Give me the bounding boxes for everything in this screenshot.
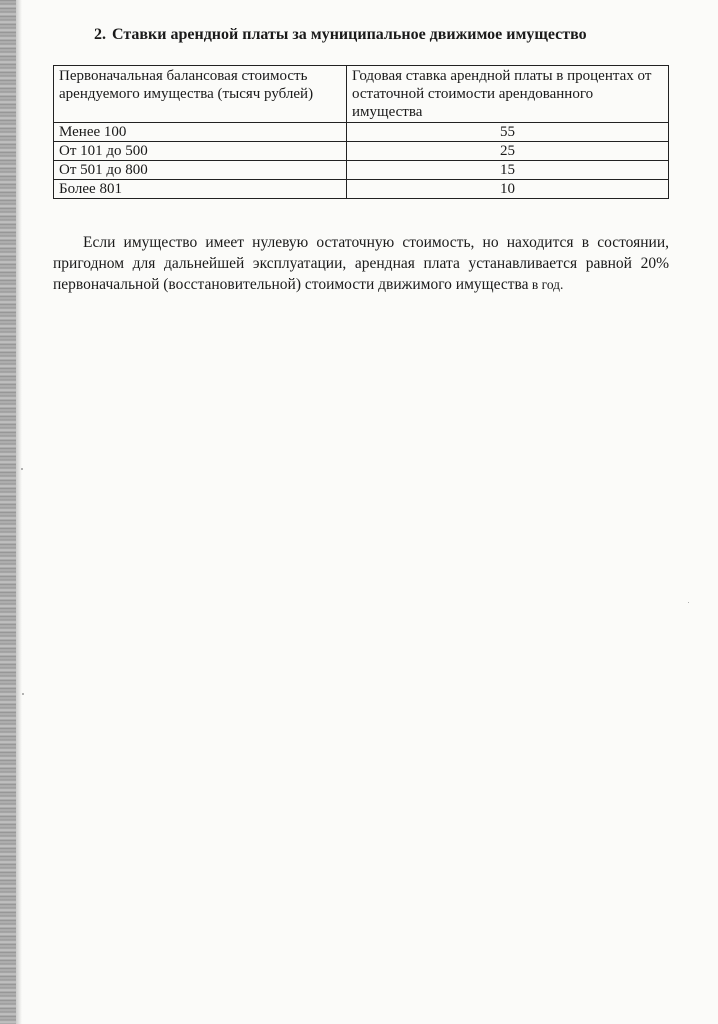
scan-speck [21, 468, 23, 470]
table-row [54, 123, 669, 142]
paragraph-tail-text: в год. [528, 277, 564, 292]
scan-speck [22, 693, 24, 695]
column-header-annual-rate: Годовая ставка арендной платы в процентах от остаточной стоимости арендованного имущества [347, 66, 669, 123]
cell-rate: 55 [347, 123, 669, 142]
cell-rate: 10 [347, 180, 669, 199]
table-header-row [54, 66, 669, 123]
section-number: 2. [94, 26, 106, 43]
section-title: Ставки арендной платы за муниципальное движимое имущество [112, 26, 587, 43]
body-paragraph [53, 232, 669, 295]
cell-rate: 15 [347, 161, 669, 180]
table-row [54, 142, 669, 161]
paragraph-main-text: Если имущество имеет нулевую остаточную стоимость, но находится в состоянии, пригодном для дальнейшей эксплуатации, арендная плата устанавливается равной 20% первоначальной (восстановительной) стоимости движимого имущества [53, 234, 669, 293]
cell-range: От 501 до 800 [54, 161, 347, 180]
scan-speck [688, 602, 689, 603]
cell-rate: 25 [347, 142, 669, 161]
cell-range: От 101 до 500 [54, 142, 347, 161]
column-header-balance-value: Первоначальная балансовая стоимость арендуемого имущества (тысяч рублей) [54, 66, 347, 123]
table-row [54, 161, 669, 180]
cell-range: Менее 100 [54, 123, 347, 142]
cell-range: Более 801 [54, 180, 347, 199]
section-heading [94, 26, 654, 44]
table-row [54, 180, 669, 199]
rent-rates-table [53, 65, 669, 199]
